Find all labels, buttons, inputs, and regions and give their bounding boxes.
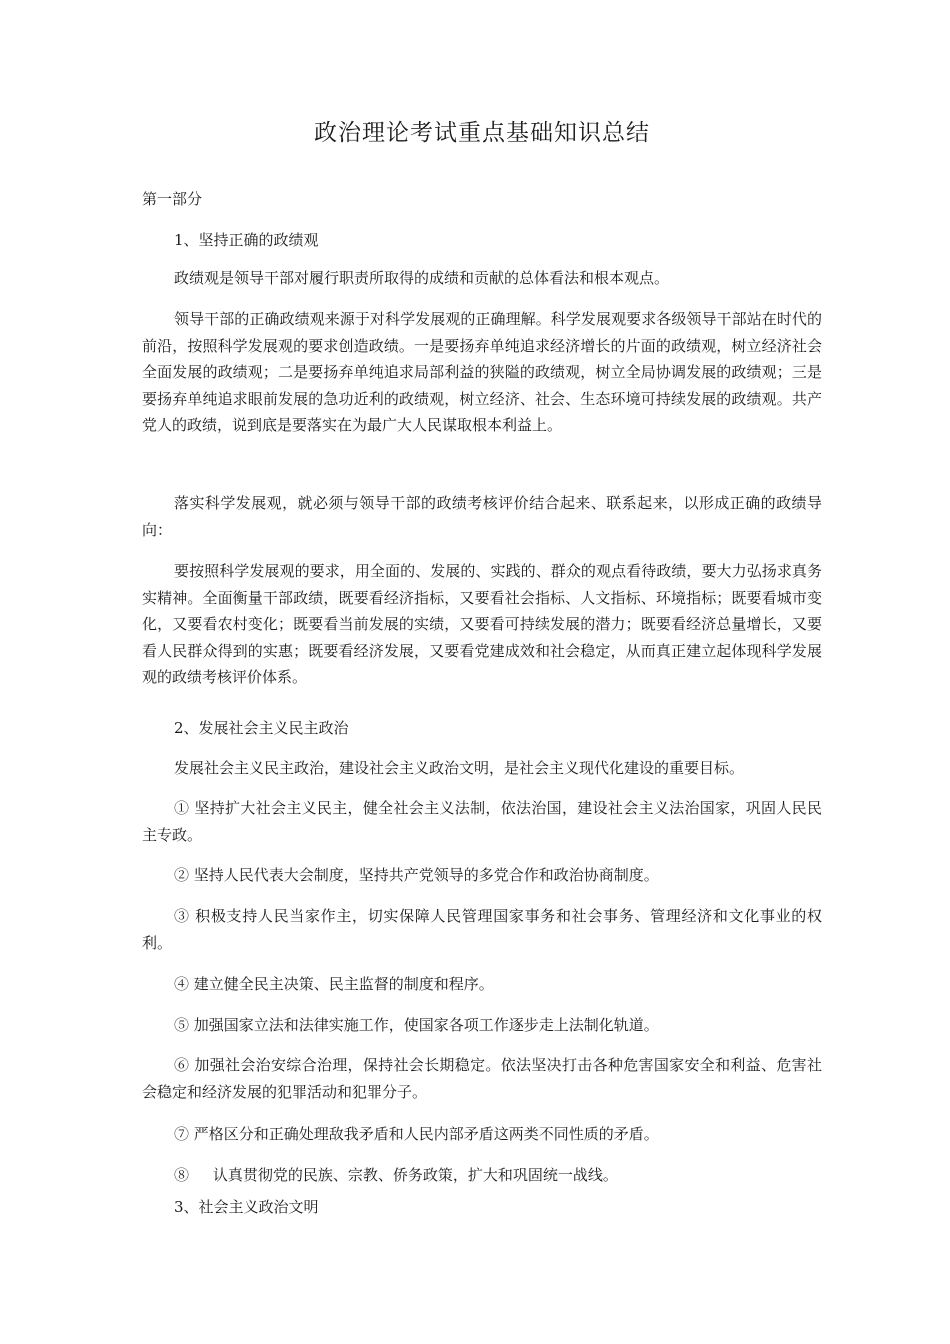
- section-1-heading: 1、坚持正确的政绩观: [174, 231, 319, 249]
- paragraph-4: 要按照科学发展观的要求，用全面的、发展的、实践的、群众的观点看待政绩，要大力弘扬求真务实精神。全面衡量干部政绩，既要看经济指标，又要看社会指标、人文指标、环境指标；既要看城市变化，又要看农村变化；既要看当前发展的实绩，又要看可持续发展的潜力；既要看经济总量增长，又要看人民群众得到的实惠；既要看经济发展，又要看党建成效和社会稳定，从而真正建立起体现科学发展观的政绩考核评价体系。: [142, 562, 822, 686]
- list-item: ⑦ 严格区分和正确处理敌我矛盾和人民内部矛盾这两类不同性质的矛盾。: [174, 1125, 659, 1143]
- list-item: ④ 建立健全民主决策、民主监督的制度和程序。: [174, 975, 494, 993]
- document-title: 政治理论考试重点基础知识总结: [314, 120, 650, 146]
- list-item: ③ 积极支持人民当家作主，切实保障人民管理国家事务和社会事务、管理经济和文化事业的权利。: [142, 907, 822, 952]
- paragraph-1: 政绩观是领导干部对履行职责所取得的成绩和贡献的总体看法和根本观点。: [174, 269, 670, 287]
- part-heading: 第一部分: [142, 190, 203, 208]
- section-3-heading: 3、社会主义政治文明: [174, 1198, 319, 1216]
- paragraph-3: 落实科学发展观，就必须与领导干部的政绩考核评价结合起来、联系起来，以形成正确的政绩导向：: [142, 494, 822, 539]
- list-item: ⑤ 加强国家立法和法律实施工作，使国家各项工作逐步走上法制化轨道。: [174, 1016, 659, 1034]
- list-item: ① 坚持扩大社会主义民主，健全社会主义法制，依法治国，建设社会主义法治国家，巩固人民民主专政。: [142, 799, 822, 844]
- section-2-heading: 2、发展社会主义民主政治: [174, 719, 349, 737]
- list-item: ⑧ 认真贯彻党的民族、宗教、侨务政策，扩大和巩固统一战线。: [174, 1166, 618, 1184]
- paragraph-2: 领导干部的正确政绩观来源于对科学发展观的正确理解。科学发展观要求各级领导干部站在时代的前沿，按照科学发展观的要求创造政绩。一是要扬弃单纯追求经济增长的片面的政绩观，树立经济社会全面发展的政绩观；二是要扬弃单纯追求局部利益的狭隘的政绩观，树立全局协调发展的政绩观；三是要扬弃单纯追求眼前发展的急功近利的政绩观，树立经济、社会、生态环境可持续发展的政绩观。共产党人的政绩，说到底是要落实在为最广大人民谋取根本利益上。: [142, 310, 822, 434]
- list-item: ② 坚持人民代表大会制度，坚持共产党领导的多党合作和政治协商制度。: [174, 866, 659, 884]
- paragraph-5: 发展社会主义民主政治，建设社会主义政治文明，是社会主义现代化建设的重要目标。: [174, 759, 745, 777]
- list-item: ⑥ 加强社会治安综合治理，保持社会长期稳定。依法坚决打击各种危害国家安全和利益、危害社会稳定和经济发展的犯罪活动和犯罪分子。: [142, 1056, 822, 1101]
